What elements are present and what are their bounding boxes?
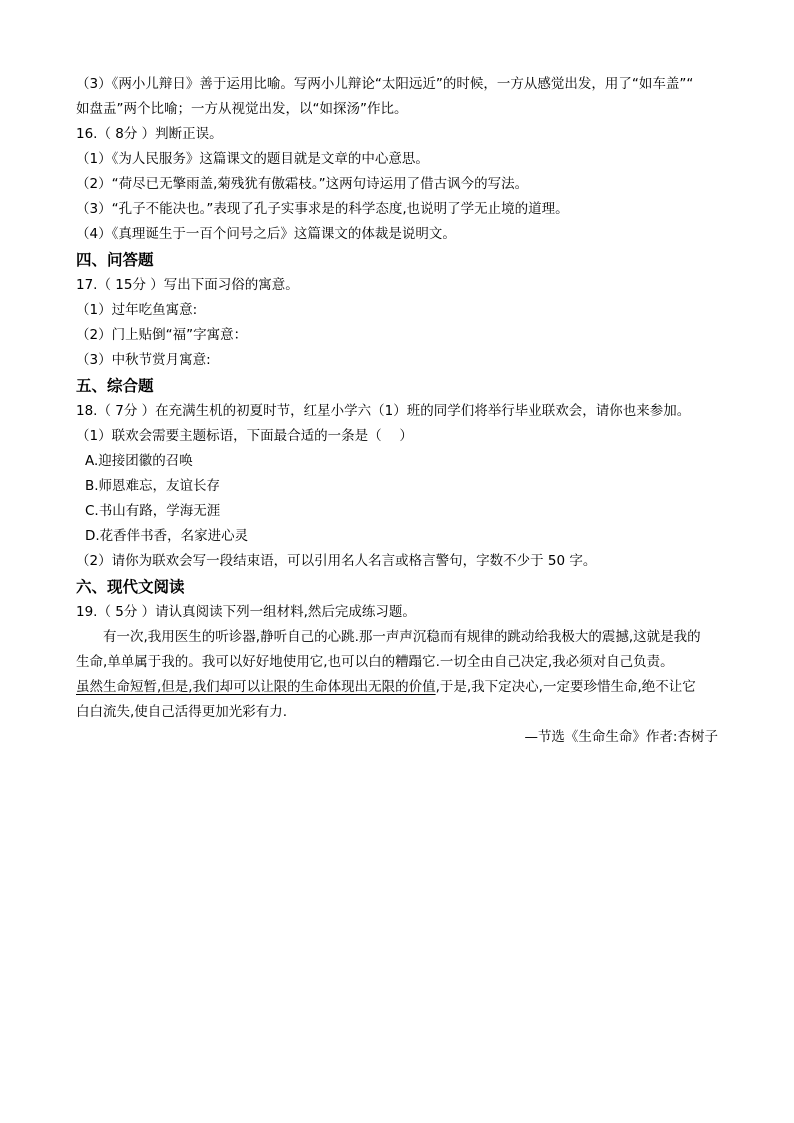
q19-paragraph-line1: 有一次,我用医生的听诊器,静听自己的心跳.那一声声沉稳而有规律的跳动给我极大的震撼,这就是我的 <box>103 629 701 645</box>
section-5-title: 五、综合题 <box>76 377 154 395</box>
q17-item-2: （2）门上贴倒“福”字寓意： <box>76 327 248 343</box>
q19-paragraph-line2: 生命,单单属于我的。我可以好好地使用它,也可以白的糟蹋它.一切全由自己决定,我必须对自己负责。 <box>76 654 674 670</box>
q18-sub2: （2）请你为联欢会写一段结束语，可以引用名人名言或格言警句，字数不少于 50 字。 <box>76 553 597 569</box>
q18-option-a: A.迎接团徽的召唤 <box>85 453 193 469</box>
q16-item-4: （4）《真理诞生于一百个问号之后》这篇课文的体裁是说明文。 <box>76 226 456 242</box>
q18-sub1: （1）联欢会需要主题标语，下面最合适的一条是（ ） <box>76 428 413 444</box>
q19-header: 19.（ 5分 ）请认真阅读下列一组材料,然后完成练习题。 <box>76 604 416 620</box>
section-6-title: 六、现代文阅读 <box>76 578 185 596</box>
q17-header: 17.（ 15分 ）写出下面习俗的寓意。 <box>76 277 299 293</box>
q18-option-c: C.书山有路，学海无涯 <box>85 503 221 519</box>
q18-header: 18.（ 7分 ）在充满生机的初夏时节，红星小学六（1）班的同学们将举行毕业联欢会，请你也来参加。 <box>76 403 691 419</box>
q16-header: 16.（ 8分 ）判断正误。 <box>76 126 223 142</box>
section-4-title: 四、问答题 <box>76 251 154 269</box>
q19-line3-rest: ,于是,我下定决心,一定要珍惜生命,绝不让它 <box>435 679 696 695</box>
q19-underlined-sentence: 虽然生命短暂,但是,我们却可以让限的生命体现出无限的价值 <box>76 679 436 695</box>
q15-item3-line1: （3）《两小儿辩日》善于运用比喻。写两小儿辩论“太阳远近”的时候，一方从感觉出发，用了“如车盖”“ <box>76 76 694 92</box>
q16-item-1: （1）《为人民服务》这篇课文的题目就是文章的中心意思。 <box>76 151 429 167</box>
q17-item-3: （3）中秋节赏月寓意: <box>76 352 211 368</box>
q18-option-d: D.花香伴书香，名家进心灵 <box>85 528 249 544</box>
q18-option-b: B.师恩难忘，友谊长存 <box>85 478 221 494</box>
exam-page <box>76 72 718 750</box>
q15-item3-line2: 如盘盂”两个比喻；一方从视觉出发，以“如探汤”作比。 <box>76 101 408 117</box>
q17-item-1: （1）过年吃鱼寓意: <box>76 302 198 318</box>
q16-item-2: （2）“荷尽已无擎雨盖,菊残犹有傲霜枝。”这两句诗运用了借古讽今的写法。 <box>76 176 529 192</box>
q19-source-attribution: —节选《生命生命》作者:杏树子 <box>524 729 718 745</box>
q19-paragraph-line3 <box>76 675 718 700</box>
q19-paragraph-line4: 白白流失,使自己活得更加光彩有力. <box>76 704 288 720</box>
q16-item-3: （3）“孔子不能决也。”表现了孔子实事求是的科学态度,也说明了学无止境的道理。 <box>76 201 569 217</box>
